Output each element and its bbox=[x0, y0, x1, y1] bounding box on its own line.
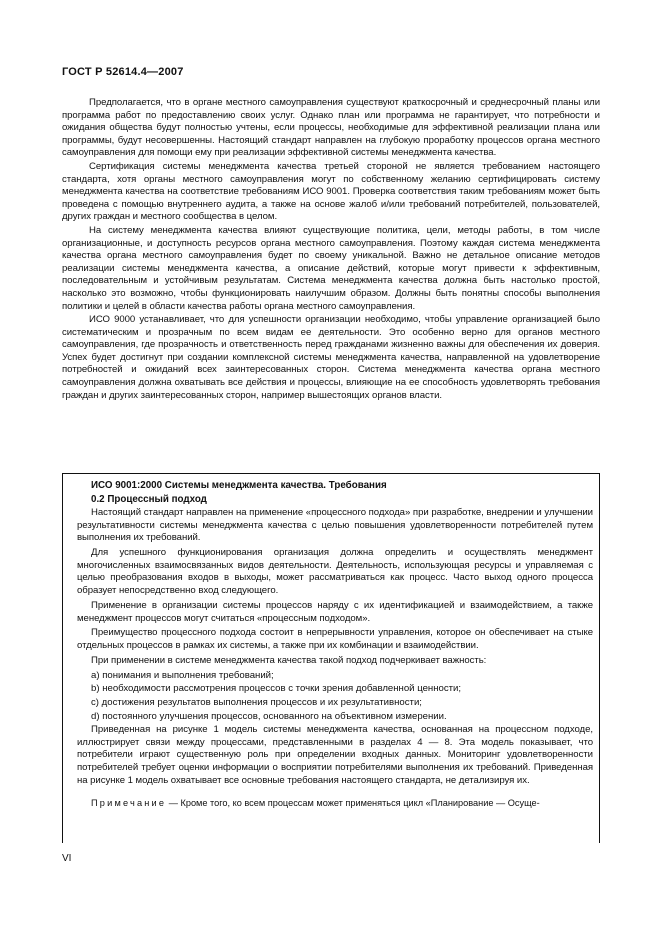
document-header: ГОСТ Р 52614.4—2007 bbox=[62, 66, 184, 78]
quote-paragraph: При применении в системе менеджмента качества такой подход подчеркивает важность: bbox=[91, 654, 487, 666]
quote-paragraph: Для успешного функционирования организация должна определить и осуществлять менеджмент многочисленных взаимосвязанных видов деятельности. Деятельность, использующая ресурсы и управляемая с целью преобразования входов в выходы, может рассматриваться как процесс. Часто выход одного процесса образует непосредственно вход следующего. bbox=[77, 547, 593, 597]
quote-paragraph: Применение в организации системы процессов наряду с их идентификацией и взаимодействием, а также менеджмент процессов могут считаться «процессным подходом». bbox=[77, 599, 593, 624]
quote-paragraph: Преимущество процессного подхода состоит в непрерывности управления, которое он обеспечивает на стыке отдельных процессов в рамках их системы, а также при их комбинации и взаимодействии. bbox=[77, 627, 593, 652]
paragraph: Предполагается, что в органе местного самоуправления существуют краткосрочный и среднесрочный планы или программа работ по предоставлению своих услуг. Однако план или программа не гарантирует, что потребности и ожидания общества будут полностью учтены, если процессы, необходимые для эффективной реализации плана или программы, будут несовершенны. Настоящий стандарт направлен на глубокую проработку процессов органа местного самоуправления для помощи ему при реализации эффективной системы менеджмента качества. bbox=[62, 97, 600, 159]
quote-subtitle: 0.2 Процессный подход bbox=[91, 493, 207, 505]
quote-title: ИСО 9001:2000 Системы менеджмента качества. Требования bbox=[91, 480, 387, 491]
paragraph: ИСО 9000 устанавливает, что для успешности организации необходимо, чтобы управление организацией было систематическим и прозрачным по всем видам ее деятельности. Это особенно верно для органов местного самоуправления, где прозрачность и ответственность перед гражданами жизненно важны для обеспечения их доверия. Успех будет достигнут при создании комплексной системы менеджмента качества, направленной на удовлетворение потребностей и ожиданий всех заинтересованных сторон. Система менеджмента качества органа местного самоуправления должна охватывать все действия и процессы, влияющие на ее способность удовлетворять требования граждан и других заинтересованных сторон, например вышестоящих органов власти. bbox=[62, 314, 600, 401]
paragraph: Сертификация системы менеджмента качества третьей стороной не является требованием настоящего стандарта, хотя органы местного самоуправления могут по собственному желанию сертифицировать систему менеджмента качества на соответствие требованиям ИСО 9001. Проверка соответствия таким требованиям может быть проведена с помощью внутреннего аудита, а также на основе жалоб и/или требований потребителей, пользователей, других граждан и местного сообщества в целом. bbox=[62, 160, 600, 223]
quote-paragraph: Приведенная на рисунке 1 модель системы менеджмента качества, основанная на процессном подходе, иллюстрирует связи между процессами, представленными в разделах 4 — 8. Эта модель показывает, что потребители играют существенную роль при определении входных данных. Мониторинг удовлетворенности потребителей требует оценки информации о восприятии потребителями выполнения их требований. Приведенная на рисунке 1 модель охватывает все основные требования настоящего стандарта, не детализируя их. bbox=[77, 724, 593, 786]
list-item: c) достижения результатов выполнения процессов и их результативности; bbox=[91, 696, 422, 708]
note-label: Примечание bbox=[91, 798, 167, 809]
iso-quote-box bbox=[62, 473, 600, 843]
list-item: b) необходимости рассмотрения процессов с точки зрения добавленной ценности; bbox=[91, 683, 462, 695]
list-item: d) постоянного улучшения процессов, основанного на объективном измерении. bbox=[91, 710, 447, 722]
quote-paragraph: Настоящий стандарт направлен на применение «процессного подхода» при разработке, внедрении и улучшении результативности системы менеджмента качества с целью повышения удовлетворенности потребителей путем выполнения их требований. bbox=[77, 507, 593, 544]
list-item: a) понимания и выполнения требований; bbox=[91, 669, 274, 681]
main-text bbox=[62, 97, 600, 403]
paragraph: На систему менеджмента качества влияют существующие политика, цели, методы работы, в том числе организационные, и доступность ресурсов органа местного самоуправления. Поэтому каждая система менеджмента качества органа местного самоуправления будет по своему уникальной. Важно не детальное описание методов реализации системы менеджмента качества, а описание действий, которые могут привести к эффективным, последовательным и устойчивым результатам. Система менеджмента качества должна быть настолько простой, насколько это возможно, чтобы функционировать наилучшим образом. Должны быть понятны способы выполнения политики и целей в области качества работы органа местного самоуправления. bbox=[62, 224, 600, 312]
note-text: — Кроме того, ко всем процессам может применяться цикл «Планирование — Осуще- bbox=[166, 798, 540, 809]
note bbox=[77, 797, 593, 809]
page-number: VI bbox=[62, 853, 72, 864]
